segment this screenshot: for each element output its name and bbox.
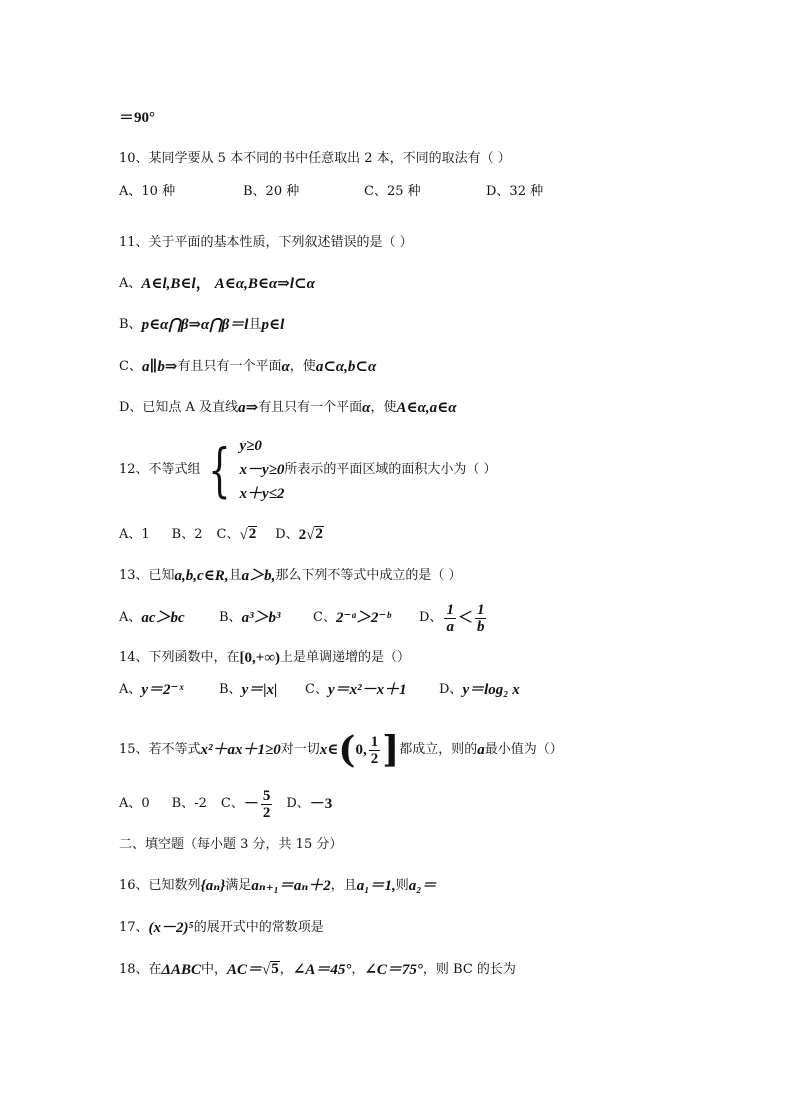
q11-option-c: [119, 358, 376, 376]
q10-option-d: D、32 种: [486, 184, 544, 199]
top-fragment: [119, 109, 155, 127]
q15-option-a: A、0: [119, 796, 150, 811]
q13-option-b-label: B、: [219, 610, 242, 625]
q17-expr: (x－2)⁵: [148, 920, 194, 936]
q15-mid: 对一切: [280, 742, 320, 757]
q15-zero: 0,: [355, 742, 367, 758]
q14-option-b-expr: y＝|x|: [241, 682, 278, 698]
q12-options: [119, 526, 324, 544]
q11-c-text1: 有且只有一个平面: [177, 359, 282, 374]
q11-a-expr2: A∈α,B∈α⇒l⊂α: [214, 276, 315, 292]
top-fragment-expr: ＝90°: [119, 110, 155, 126]
q15-option-b: B、-2: [171, 796, 207, 811]
q14-option-d-label: D、: [439, 682, 463, 697]
q15-option-c-frac: [261, 788, 273, 821]
q18-sqrt: [262, 961, 280, 979]
q11-c-expr1: a∥b⇒: [141, 359, 178, 375]
q11-d-text1: D、已知点 A 及直线: [119, 400, 239, 415]
q11-c-text2: ，使: [289, 359, 316, 374]
q11-option-b: [119, 316, 284, 334]
q13-option-c: [313, 609, 391, 627]
left-brace-icon: {: [207, 436, 231, 504]
q14-option-a: [119, 681, 184, 699]
q13-option-c-label: C、: [313, 610, 336, 625]
q15-suffix2: 最小值为（）: [484, 742, 563, 757]
q14-option-b: [219, 681, 277, 699]
q16-prefix: 16、已知数列: [119, 878, 201, 893]
q11-d-a: a: [238, 400, 246, 416]
q13-option-a: [119, 609, 185, 627]
q13-option-a-expr: ac＞bc: [141, 610, 185, 626]
q16-target: a₂＝: [408, 878, 437, 894]
q18-radicand: 5: [271, 961, 279, 977]
q12-system-line-2: x－y≥0: [239, 462, 285, 478]
q12-option-c-sqrt: [239, 526, 257, 544]
q17-suffix: 的展开式中的常数项是: [193, 920, 324, 935]
q18-mid3: ，: [351, 962, 365, 977]
q11-c-expr2: a⊂α,b⊂α: [315, 359, 377, 375]
question-16: [119, 877, 437, 895]
q18-prefix: 18、在: [119, 962, 162, 977]
q11-b-expr1: p∈α⋂β⇒α⋂β＝l: [141, 317, 249, 333]
q11-b-label: B、: [119, 317, 142, 332]
question-10-stem: 10、某同学要从 5 本不同的书中任意取出 2 本，不同的取法有（ ）: [119, 151, 511, 166]
q11-b-and: 且: [248, 317, 262, 332]
q14-option-a-label: A、: [119, 682, 142, 697]
q16-recurrence: aₙ₊₁＝aₙ＋2: [251, 878, 331, 894]
q15-option-c-label: C、: [220, 796, 244, 811]
q10-option-a: A、10 种: [119, 184, 176, 199]
q15-options: [119, 784, 332, 824]
q15-option-d-label: D、: [286, 796, 310, 811]
q12-option-d-sqrt: [306, 526, 324, 544]
q14-option-c-expr: y＝x²－x＋1: [327, 682, 407, 698]
q11-option-a: [119, 275, 315, 293]
q15-a-var: a: [477, 742, 485, 758]
q10-option-b: B、20 种: [243, 184, 300, 199]
q11-c-label: C、: [119, 359, 142, 374]
sqrt-icon: √: [262, 962, 271, 978]
q10-option-c: C、25 种: [364, 184, 421, 199]
q15-frac-num: 1: [370, 733, 379, 750]
q16-mid3: 则: [395, 878, 409, 893]
q16-mid: 满足: [225, 878, 252, 893]
q15-frac: [369, 734, 381, 767]
q13-option-b-expr: a³＞b³: [241, 610, 281, 626]
q15-x-in: x∈: [319, 742, 339, 758]
q15-suffix1: 都成立，则的: [399, 742, 478, 757]
q13-frac1-den: a: [446, 618, 454, 635]
question-18: [119, 961, 516, 979]
q15-option-c-sign: －: [243, 796, 259, 812]
q13-mid: 且: [228, 568, 242, 583]
q15-frac-den: 2: [370, 750, 379, 767]
q12-system-line-3: x＋y≤2: [239, 486, 285, 502]
q11-b-expr2: p∈l: [261, 317, 285, 333]
q12-inequality-system: [201, 434, 285, 506]
q12-option-d-coef: 2: [298, 527, 307, 543]
q11-d-alpha: α: [362, 400, 371, 416]
q18-angle-a: ∠A＝45°: [292, 962, 352, 978]
q16-seq: {aₙ}: [200, 878, 226, 894]
section-2-heading: 二、填空题（每小题 3 分，共 15 分）: [119, 837, 343, 852]
q18-angle-c: ∠C＝75°: [364, 962, 423, 978]
q14-option-c: [305, 681, 407, 699]
q13-prefix: 13、已知: [119, 568, 175, 583]
q14-interval: [0,+∞): [239, 650, 281, 666]
q12-prefix: 12、不等式组: [119, 462, 201, 477]
q11-c-alpha: α: [281, 359, 290, 375]
q12-option-b: B、2: [171, 527, 203, 542]
q12-system-line-1: y≥0: [239, 438, 262, 454]
q13-expr1: a,b,c∈R,: [174, 568, 229, 584]
q13-option-c-expr: 2⁻ᵃ＞2⁻ᵇ: [335, 610, 391, 626]
q15-option-c-den: 2: [262, 804, 271, 821]
q18-suffix: ，则 BC 的长为: [422, 962, 516, 977]
question-12-stem: [119, 434, 496, 506]
q14-option-b-label: B、: [219, 682, 242, 697]
q13-option-d-lt: ＜: [457, 610, 473, 626]
q16-initial: a₁＝1,: [356, 878, 396, 894]
q13-frac1-num: 1: [446, 601, 454, 618]
q15-left-paren: (: [338, 729, 356, 771]
q13-option-d-frac1: [444, 602, 456, 635]
q14-option-a-expr: y＝2⁻ˣ: [141, 682, 184, 698]
q15-option-c-num: 5: [262, 787, 271, 804]
q14-option-d-expr: y＝log₂ x: [462, 682, 520, 698]
q12-option-d-radicand: 2: [315, 526, 323, 542]
q11-d-text2: 有且只有一个平面: [258, 400, 363, 415]
sqrt-icon: √: [239, 527, 248, 543]
q15-prefix: 15、若不等式: [119, 742, 201, 757]
question-17: [119, 919, 324, 937]
q13-suffix: 那么下列不等式中成立的是（ ）: [275, 568, 462, 583]
q14-prefix: 14、下列函数中，在: [119, 650, 240, 665]
q13-option-d-label: D、: [419, 610, 443, 625]
q13-option-a-label: A、: [119, 610, 142, 625]
q14-option-d: [439, 681, 520, 699]
q11-d-text3: ，使: [370, 400, 397, 415]
q12-option-c-radicand: 2: [248, 526, 257, 542]
q17-prefix: 17、: [119, 920, 149, 935]
q14-option-c-label: C、: [305, 682, 328, 697]
q13-frac2-den: b: [476, 618, 485, 635]
q18-mid1: 中，: [200, 962, 227, 977]
q18-mid2: ，: [279, 962, 293, 977]
q12-option-a: A、1: [119, 527, 150, 542]
q11-d-expr: A∈α,a∈α: [396, 400, 457, 416]
question-14-stem: [119, 649, 410, 667]
q12-suffix: 所表示的平面区域的面积大小为（ ）: [284, 462, 497, 477]
q11-a-expr1: A∈l,B∈l: [141, 276, 196, 292]
q11-option-d: [119, 399, 457, 417]
q15-right-bracket: ]: [382, 729, 400, 771]
q12-option-c-label: C、: [216, 527, 240, 542]
q11-a-label: A、: [119, 276, 142, 291]
q13-option-d-frac2: [475, 602, 487, 635]
q11-d-arrow: ⇒: [245, 400, 259, 416]
question-13-stem: [119, 567, 462, 585]
sqrt-icon: √: [306, 527, 315, 543]
q18-triangle: ΔABC: [161, 962, 201, 978]
q13-frac2-num: 1: [476, 601, 485, 618]
q14-suffix: 上是单调递增的是（）: [280, 650, 411, 665]
q11-a-sep: ，: [195, 276, 211, 292]
q12-option-d-label: D、: [275, 527, 299, 542]
q15-option-d-expr: －3: [309, 796, 333, 812]
q18-ac: AC＝: [226, 962, 262, 978]
q13-option-b: [219, 609, 281, 627]
q13-expr2: a＞b,: [241, 568, 276, 584]
question-11-stem: 11、关于平面的基本性质，下列叙述错误的是（ ）: [119, 235, 413, 250]
question-15-stem: [119, 728, 563, 772]
q16-mid2: ，且: [330, 878, 357, 893]
q13-option-d: [419, 602, 488, 635]
q15-ineq: x²＋ax＋1≥0: [200, 742, 281, 758]
